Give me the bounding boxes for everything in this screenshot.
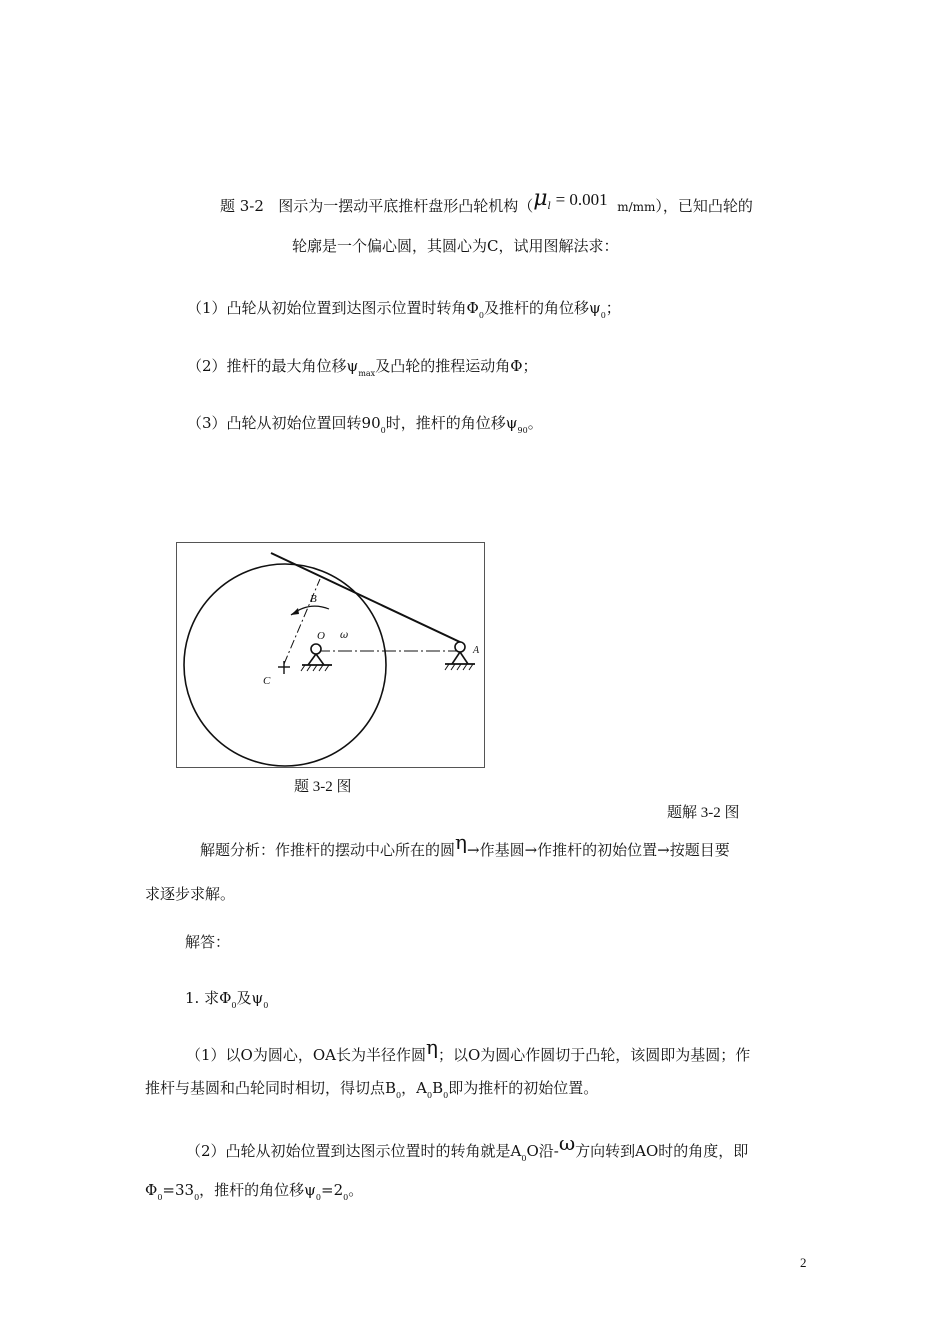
- follower-line: [271, 553, 462, 643]
- pivot-o: [301, 644, 332, 671]
- problem-intro: 图示为一摆动平底推杆盘形凸轮机构（: [278, 197, 534, 215]
- figure-caption: 题 3-2 图: [294, 779, 352, 795]
- eta-symbol-2: η: [425, 1035, 438, 1059]
- problem-line-2: 轮廓是一个偏心圆，其圆心为C，试用图解法求：: [292, 237, 619, 255]
- step-1-1-line-2: 推杆与基圆和凸轮同时相切，得切点$B_0$，$A_0B_0$即为推杆的初始位置。: [145, 1079, 599, 1100]
- answer-label: 解答：: [185, 933, 231, 951]
- step-1-2-line-1: （2）凸轮从初始位置到达图示位置时的转角就是$A_0O$沿-ω方向转到AO时的角度，即: [186, 1131, 749, 1163]
- mu-symbol: $\mu_l$: [533, 186, 551, 212]
- question-2: （2）推杆的最大角位移$\psi_{max}$及凸轮的推程运动角Φ；: [187, 357, 538, 378]
- label-b: B: [310, 593, 317, 605]
- label-o: O: [317, 630, 325, 642]
- label-c: C: [263, 675, 271, 687]
- page-number: 2: [800, 1255, 807, 1270]
- cam-circle: [184, 564, 386, 766]
- label-omega: ω: [340, 630, 349, 641]
- question-1: （1）凸轮从初始位置到达图示位置时转角$\Phi_0$及推杆的角位移$\psi_0$；: [187, 299, 621, 320]
- analysis-line-1: 解题分析：作推杆的摆动中心所在的圆η→作基圆→作推杆的初始位置→按题目要: [200, 830, 730, 859]
- question-3: （3）凸轮从初始位置回转$90_0$时，推杆的角位移$\psi_{90}$。: [187, 414, 543, 435]
- step-1-heading: 1. 求$\Phi_0$及$\psi_0$: [185, 989, 269, 1010]
- step-1-2-line-2: $\Phi_0=33_0$，推杆的角位移$\psi_0=2_0$。: [145, 1181, 364, 1202]
- eta-symbol: η: [455, 830, 467, 854]
- omega-symbol: ω: [558, 1131, 576, 1155]
- cam-mechanism-figure: [176, 542, 485, 768]
- step-1-1-line-1: （1）以O为圆心，OA长为半径作圆η；以O为圆心作圆切于凸轮，该圆即为基圆；作: [186, 1035, 751, 1064]
- cam-diagram: [177, 543, 484, 767]
- pivot-a: [445, 642, 475, 670]
- analysis-line-2: 求逐步求解。: [145, 885, 236, 903]
- solution-caption: 题解 3-2 图: [667, 805, 740, 821]
- problem-label: 题 3-2: [220, 197, 264, 215]
- unit-text: m/mm: [617, 200, 656, 214]
- problem-intro-end: ），已知凸轮的: [655, 197, 753, 215]
- mu-value: = 0.001: [555, 190, 608, 209]
- label-a: A: [473, 645, 480, 656]
- problem-line-1: [220, 186, 753, 217]
